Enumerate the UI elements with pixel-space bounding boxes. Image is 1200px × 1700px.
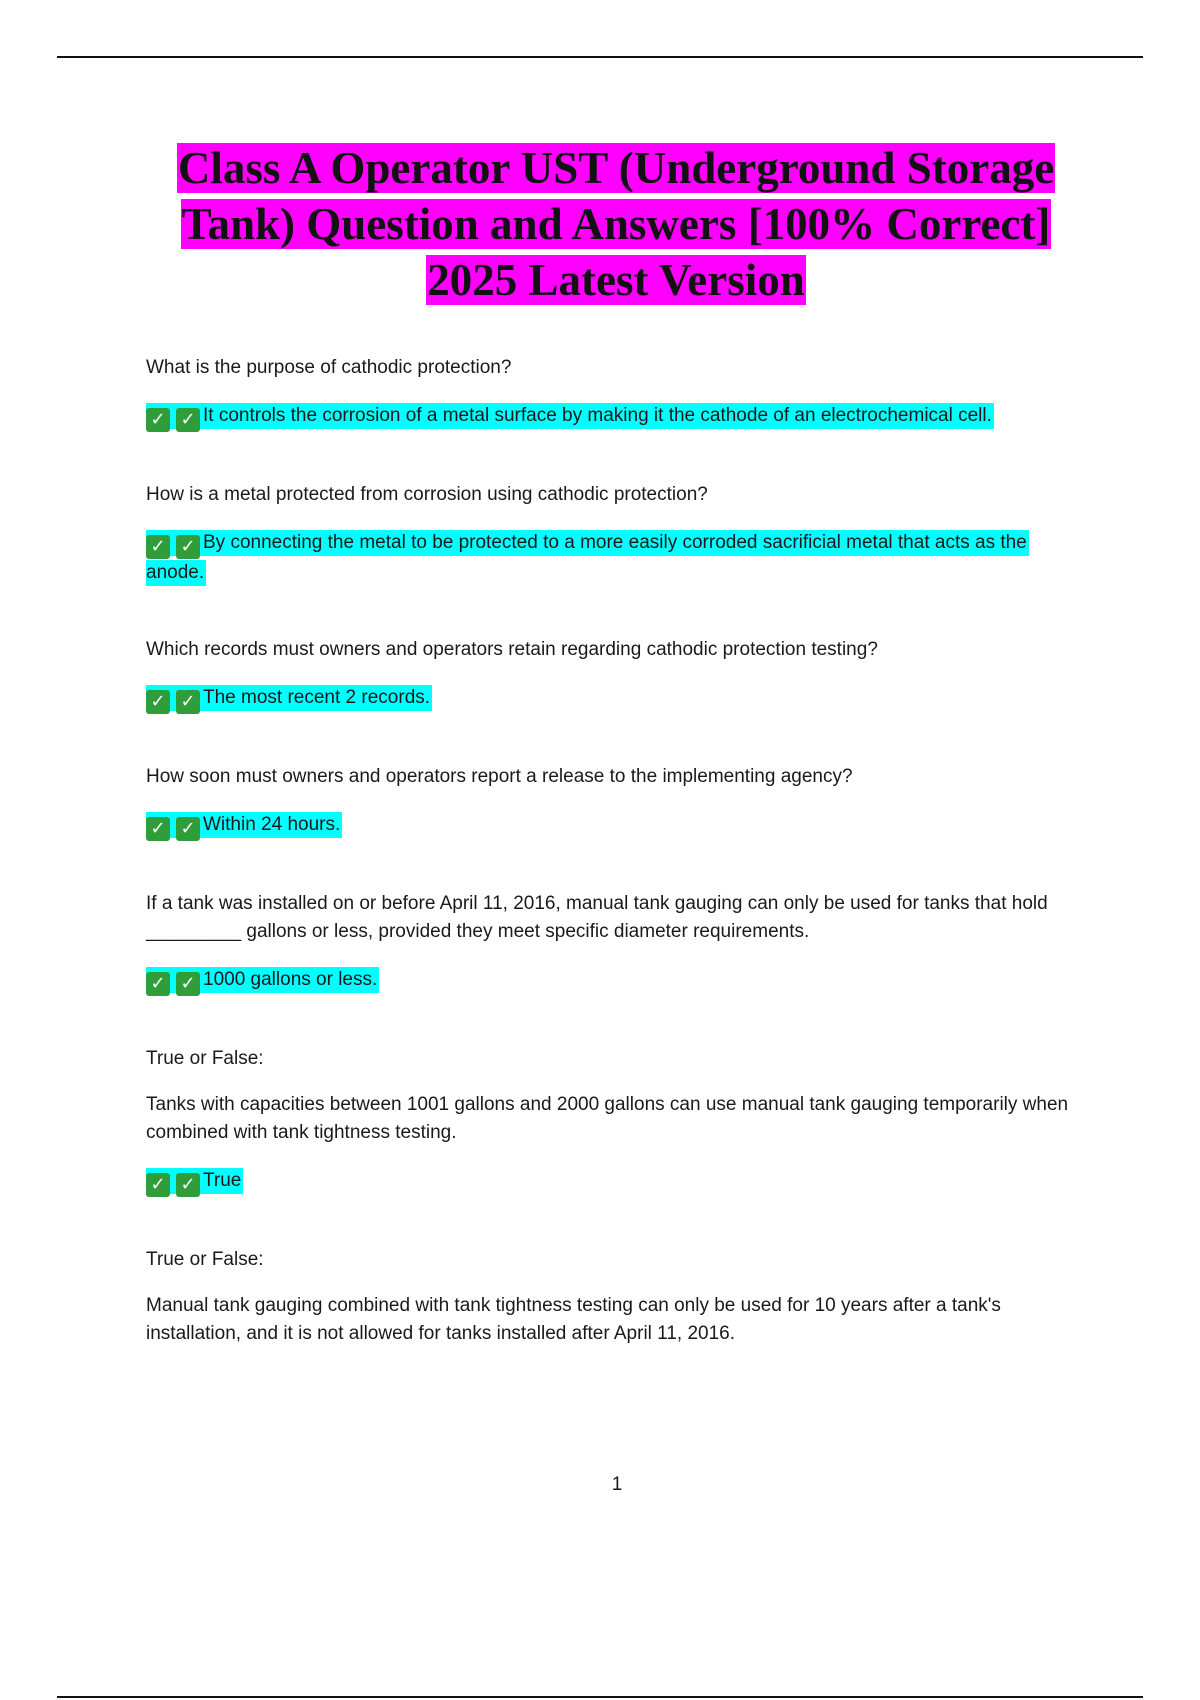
qa-item [146,763,1086,841]
qa-item [146,636,1086,714]
check-icon: ✓ [176,408,200,432]
question-prefix: True or False: [146,1048,264,1069]
check-icon: ✓ [146,408,170,432]
question-text: How soon must owners and operators report a release to the implementing agency? [146,766,853,787]
check-icon: ✓ [176,817,200,841]
question-prefix: True or False: [146,1249,264,1270]
check-icon: ✓ [146,817,170,841]
qa-item [146,1246,1086,1348]
question-text: If a tank was installed on or before April 11, 2016, manual tank gauging can only be used for tanks that hold _________ gallons or less, provided they meet specific diameter requirements. [146,893,1048,942]
title-line-2: Tank) Question and Answers [100% Correct] [181,199,1051,249]
check-icon: ✓ [176,1173,200,1197]
qa-item [146,890,1086,996]
question-text: What is the purpose of cathodic protection? [146,357,512,378]
check-icon: ✓ [176,690,200,714]
qa-item [146,481,1086,587]
question-text: Which records must owners and operators retain regarding cathodic protection testing? [146,639,878,660]
qa-item [146,1045,1086,1197]
check-icon: ✓ [146,690,170,714]
answer-text: By connecting the metal to be protected to a more easily corroded sacrificial metal that acts as the anode. [146,532,1027,583]
answer [146,1167,1086,1197]
check-icon: ✓ [176,535,200,559]
question-text: How is a metal protected from corrosion using cathodic protection? [146,484,708,505]
check-icon: ✓ [146,535,170,559]
answer-text: Within 24 hours. [203,814,341,835]
answer-text: True [203,1170,242,1191]
title-line-3: 2025 Latest Version [427,255,805,305]
page-number: 1 [611,1474,623,1495]
bottom-rule [57,1696,1143,1698]
check-icon: ✓ [146,972,170,996]
question-text: Manual tank gauging combined with tank tightness testing can only be used for 10 years after a tank's installation, and it is not allowed for tanks installed after April 11, 2016. [146,1295,1001,1344]
qa-item [146,354,1086,432]
check-icon: ✓ [146,1173,170,1197]
question-text: Tanks with capacities between 1001 gallons and 2000 gallons can use manual tank gauging temporarily when combined with tank tightness testing. [146,1094,1069,1143]
answer [146,684,1086,714]
document-title [146,140,1086,308]
answer-text: It controls the corrosion of a metal surface by making it the cathode of an electrochemical cell. [203,405,992,426]
answer [146,529,1086,587]
answer [146,811,1086,841]
qa-list [146,354,1086,1348]
check-icon: ✓ [176,972,200,996]
answer [146,402,1086,432]
answer [146,966,1086,996]
top-rule [57,56,1143,58]
answer-text: The most recent 2 records. [203,687,431,708]
title-line-1: Class A Operator UST (Underground Storage [177,143,1055,193]
answer-text: 1000 gallons or less. [203,969,378,990]
